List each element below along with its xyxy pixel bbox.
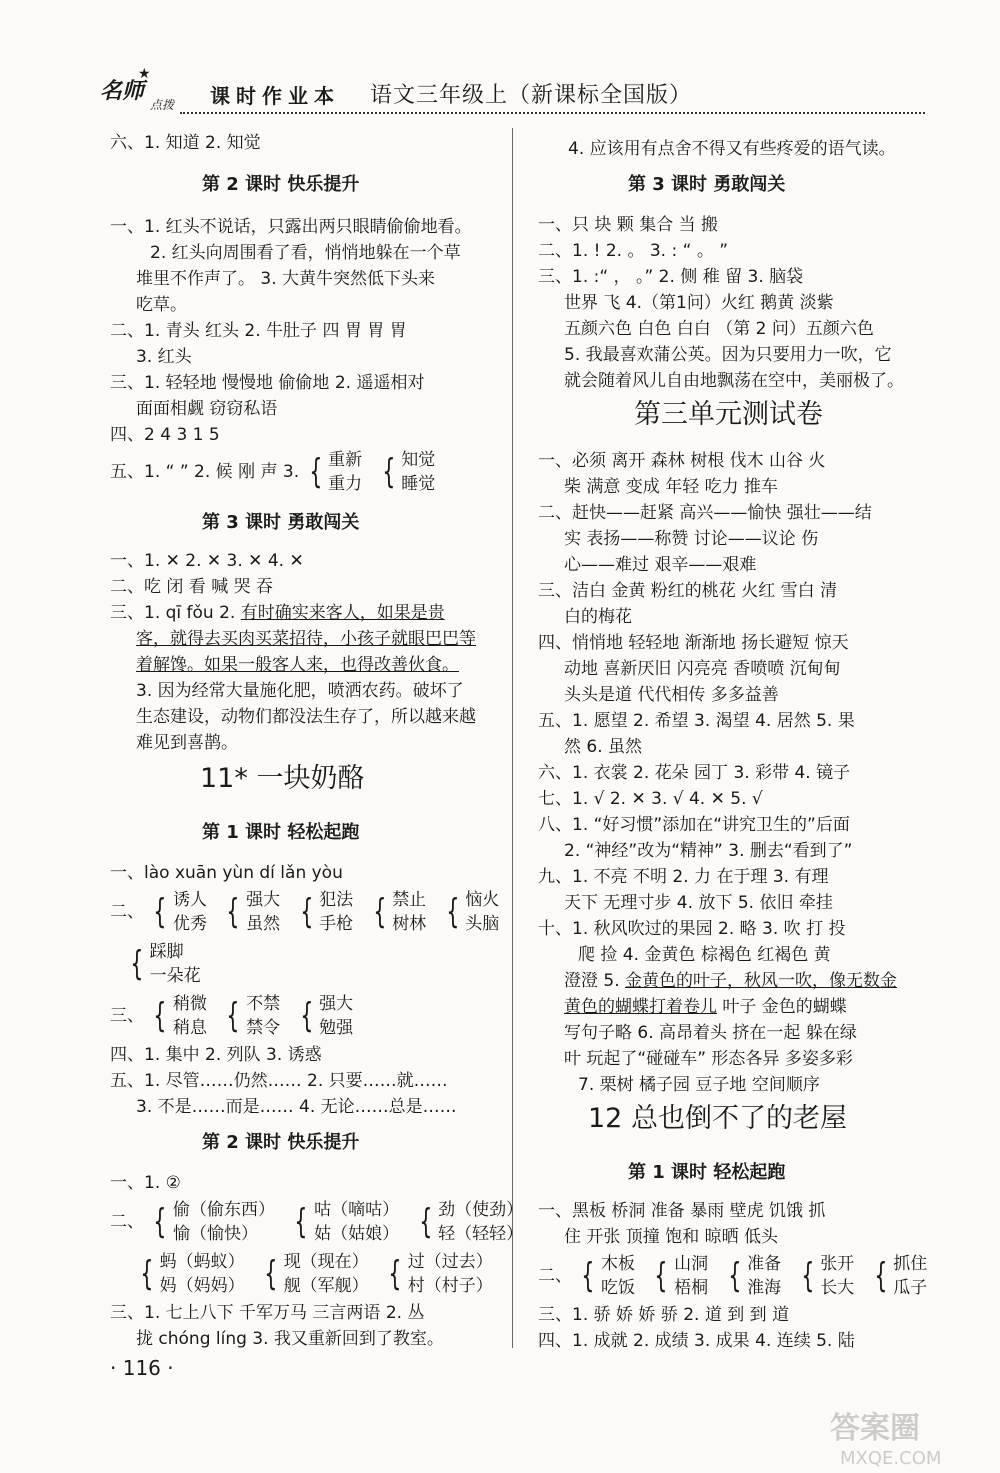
answer-text: 三、 xyxy=(110,1006,144,1026)
answer-line: 九、1. 不亮 不明 2. 力 在于理 3. 有理 xyxy=(538,867,829,887)
answer-line: 八、1. “好习惯”添加在“讲究卫生的”后面 xyxy=(538,815,850,835)
answer-line: 三、1. :“ ， 。” 2. 侧 稚 留 3. 脑袋 xyxy=(538,267,804,287)
lesson-title: 11* 一块奶酪 xyxy=(200,763,365,794)
answer-line: 二、吃 闭 看 喊 哭 吞 xyxy=(110,577,274,597)
answer-line: 实 表扬——称赞 讨论——议论 伤 xyxy=(564,529,819,549)
word-group: 踩脚 一朵花 xyxy=(149,942,201,986)
column-divider xyxy=(512,128,513,1348)
answer-line: 一、lào xuān yùn dí lǎn yòu xyxy=(110,863,343,883)
answer-line: 七、1. √ 2. ✕ 3. √ 4. ✕ 5. √ xyxy=(538,789,763,809)
answer-line: 二、 { 偷（偷东西） 愉（愉快） { 咕（嘀咕） 姑（姑娘） { 劲（使劲） 轻（轻轻） xyxy=(110,1200,524,1244)
answer-line: 四、1. 成就 2. 成绩 3. 成果 4. 连续 5. 陆 xyxy=(538,1331,855,1351)
word-group xyxy=(328,448,362,496)
brace: { xyxy=(381,452,395,492)
section-heading: 第 3 课时 勇敢闯关 xyxy=(628,174,786,195)
answer-text: 二、 xyxy=(538,1266,572,1286)
underlined-line: 着解馋。如果一般客人来，也得改善伙食。 xyxy=(136,655,459,675)
answer-line: 五、1. 愿望 2. 希望 3. 渴望 4. 居然 5. 果 xyxy=(538,711,855,731)
word-group: 禁止 树林 xyxy=(392,890,427,934)
answer-line: 难见到喜鹊。 xyxy=(136,733,238,753)
word-group: 诱人 优秀 xyxy=(173,890,208,934)
answer-line: 六、1. 衣裳 2. 花朵 园丁 3. 彩带 4. 镜子 xyxy=(538,763,851,783)
answer-line xyxy=(110,448,445,496)
answer-text: 叶子 金色的蝴蝶 xyxy=(717,997,847,1017)
answer-line: 柴 满意 变成 年轻 吃力 推车 xyxy=(564,477,779,497)
page-header xyxy=(90,66,930,112)
unit-test-title: 第三单元测试卷 xyxy=(634,399,823,430)
answer-line: 二、 { 木板 吃饭 { 山洞 梧桐 { 准备 淮海 { 张开 长大 { 抓住 瓜子 xyxy=(538,1254,928,1298)
answer-line: 吃草。 xyxy=(136,295,187,315)
answer-line: 一、只 块 颗 集合 当 搬 xyxy=(538,215,719,235)
answer-line: 心——难过 艰辛——艰难 xyxy=(564,555,757,575)
word-group: 恼火 头脑 xyxy=(465,890,500,934)
answer-line: 3. 因为经常大量施化肥，喷洒农药。破坏了 xyxy=(136,681,464,701)
underlined-text: 黄色的蝴蝶打着卷儿 xyxy=(564,997,717,1017)
section-heading: 第 2 课时 快乐提升 xyxy=(202,174,360,195)
book-name: 课时作业本 xyxy=(210,84,340,108)
star-icon: ★ xyxy=(138,66,151,82)
word: 重力 xyxy=(328,474,363,494)
answer-line: { 踩脚 一朵花 xyxy=(130,942,201,986)
word-group: 现（现在） 舰（军舰） xyxy=(283,1252,369,1296)
answer-line: 7. 栗树 橘子园 豆子地 空间顺序 xyxy=(578,1075,820,1095)
answer-line: 十、1. 秋风吹过的果园 2. 略 3. 吹 打 投 xyxy=(538,919,846,939)
page-title: 语文三年级上（新课标全国版） xyxy=(370,83,693,108)
word-group: 咕（嘀咕） 姑（姑娘） xyxy=(314,1200,400,1244)
watermark-url: MXQE.COM xyxy=(840,1448,942,1469)
section-heading: 第 1 课时 轻松起跑 xyxy=(628,1162,786,1183)
answer-line: 头头是道 代代相传 多多益善 xyxy=(564,685,779,705)
answer-line: 一、黑板 桥洞 准备 暴雨 壁虎 饥饿 抓 xyxy=(538,1201,826,1221)
page-number: · 116 · xyxy=(110,1356,174,1380)
word: 睡觉 xyxy=(401,474,436,494)
answer-line: 3. 不是……而是…… 4. 无论……总是…… xyxy=(136,1097,457,1117)
answer-line: { 蚂（蚂蚁） 妈（妈妈） { 现（现在） 舰（军舰） { 过（过去） 村（村子） xyxy=(140,1252,493,1296)
answer-line: 六、1. 知道 2. 知觉 xyxy=(110,133,261,153)
answer-line: 四、1. 集中 2. 列队 3. 诱惑 xyxy=(110,1045,322,1065)
answer-line: 三、洁白 金黄 粉红的桃花 火红 雪白 清 xyxy=(538,581,838,601)
logo: 名师 xyxy=(100,78,145,104)
answer-line: 二、赶快——赶紧 高兴——愉快 强壮——结 xyxy=(538,503,872,523)
word: 知觉 xyxy=(401,450,436,470)
underlined-line: 客，就得去买肉买菜招待，小孩子就眼巴巴等 xyxy=(136,629,476,649)
answer-text: 二、 xyxy=(110,1212,144,1232)
answer-line: 五、1. 尽管……仍然…… 2. 只要……就…… xyxy=(110,1071,448,1091)
answer-line: 白的梅花 xyxy=(564,607,632,627)
answer-line: 写句子略 6. 高昂着头 挤在一起 躲在绿 xyxy=(564,1023,857,1043)
answer-line: 爬 捡 4. 金黄色 棕褐色 红褐色 黄 xyxy=(578,945,831,965)
answer-text: 三、1. qī fǒu 2. xyxy=(110,603,241,623)
word-group: 过（过去） 村（村子） xyxy=(407,1252,493,1296)
answer-line: 二、1. ! 2. 。 3. : “ 。 ” xyxy=(538,241,729,261)
section-heading: 第 1 课时 轻松起跑 xyxy=(202,822,360,843)
answer-line: 堆里不作声了。 3. 大黄牛突然低下头来 xyxy=(136,269,436,289)
answer-line: 三、 { 稍微 稍息 { 不禁 禁令 { 强大 勉强 xyxy=(110,994,354,1038)
answer-line: 天下 无理寸步 4. 放下 5. 依旧 牵挂 xyxy=(564,893,833,913)
word-group: 木板 吃饭 xyxy=(601,1254,636,1298)
word-group: 稍微 稍息 xyxy=(173,994,208,1038)
answer-line: 住 开张 顶撞 饱和 晾晒 低头 xyxy=(564,1227,779,1247)
logo-sub: 点拨 xyxy=(150,98,175,112)
answer-line: 5. 我最喜欢蒲公英。因为只要用力一吹，它 xyxy=(564,345,892,365)
answer-line: 叶 玩起了“碰碰车” 形态各异 多姿多彩 xyxy=(564,1049,853,1069)
answer-line: 一、1. ✕ 2. ✕ 3. ✕ 4. ✕ xyxy=(110,551,304,571)
answer-line: 一、1. ② xyxy=(110,1173,181,1193)
answer-line: 动地 喜新厌旧 闪亮亮 香喷喷 沉甸甸 xyxy=(564,659,841,679)
answer-line: 2. “神经”改为“精神” 3. 删去“看到了” xyxy=(564,841,853,861)
answer-line xyxy=(110,600,445,626)
answer-line xyxy=(564,968,897,994)
word-group: 强大 勉强 xyxy=(319,994,354,1038)
word-group: 抓住 瓜子 xyxy=(893,1254,928,1298)
answer-line: 三、1. 骄 娇 娇 骄 2. 道 到 到 道 xyxy=(538,1305,790,1325)
word-group: 蚂（蚂蚁） 妈（妈妈） xyxy=(159,1252,245,1296)
lesson-title: 12 总也倒不了的老屋 xyxy=(588,1103,847,1134)
word-group: 张开 长大 xyxy=(820,1254,855,1298)
watermark-text: 答案圈 xyxy=(830,1411,920,1446)
word-group: 强大 虽然 xyxy=(246,890,281,934)
answer-line: 面面相觑 窃窃私语 xyxy=(136,399,278,419)
answer-line: 一、必须 离开 森林 树根 伐木 山谷 火 xyxy=(538,451,826,471)
brace: { xyxy=(308,452,322,492)
answer-line: 四、悄悄地 轻轻地 渐渐地 扬长避短 惊天 xyxy=(538,633,849,653)
answer-text: 澄澄 5. xyxy=(564,971,626,991)
answer-line: 五颜六色 白色 白白 （第 2 问）五颜六色 xyxy=(564,319,874,339)
answer-line: 就会随着风儿自由地飘荡在空中，美丽极了。 xyxy=(564,371,904,391)
answer-line: 生态建设，动物们都没法生存了，所以越来越 xyxy=(136,707,476,727)
section-heading: 第 2 课时 快乐提升 xyxy=(202,1132,360,1153)
answer-text: 五、1. “ ” 2. 候 刚 声 3. xyxy=(110,462,300,482)
word-group: 山洞 梧桐 xyxy=(674,1254,709,1298)
answer-line: 三、1. 轻轻地 慢慢地 偷偷地 2. 遥遥相对 xyxy=(110,373,425,393)
answer-text: 二、 xyxy=(110,902,144,922)
word-group: 犯法 手枪 xyxy=(319,890,354,934)
section-heading: 第 3 课时 勇敢闯关 xyxy=(202,512,360,533)
answer-line: 三、1. 七上八下 千军万马 三言两语 2. 丛 xyxy=(110,1303,425,1323)
word-group: 准备 淮海 xyxy=(747,1254,782,1298)
word-group: 偷（偷东西） 愉（愉快） xyxy=(173,1200,276,1244)
word-group: 不禁 禁令 xyxy=(246,994,281,1038)
answer-line: 一、1. 红头不说话，只露出两只眼睛偷偷地看。 xyxy=(110,217,472,237)
answer-line xyxy=(564,994,847,1020)
word-group xyxy=(401,448,435,496)
header-divider xyxy=(180,112,925,114)
underlined-text: 有时确实来客人，如果是贵 xyxy=(240,603,445,623)
answer-line: 然 6. 虽然 xyxy=(564,737,643,757)
answer-line: 拢 chóng líng 3. 我又重新回到了教室。 xyxy=(136,1329,444,1349)
answer-line: 3. 红头 xyxy=(136,347,192,367)
answer-line: 4. 应该用有点舍不得又有些疼爱的语气读。 xyxy=(568,139,896,159)
word: 重新 xyxy=(328,450,363,470)
answer-line: 二、1. 青头 红头 2. 牛肚子 四 胃 胃 胃 xyxy=(110,321,407,341)
watermark-logo xyxy=(820,1400,980,1470)
answer-line: 四、2 4 3 1 5 xyxy=(110,425,220,445)
answer-line: 二、 { 诱人 优秀 { 强大 虽然 { 犯法 手枪 { 禁止 树林 { 恼火 头脑 xyxy=(110,890,500,934)
underlined-text: 金黄色的叶子，秋风一吹，像无数金 xyxy=(625,971,898,991)
answer-line: 世界 飞 4.（第1问）火红 鹅黄 淡紫 xyxy=(564,293,834,313)
word-group: 劲（使劲） 轻（轻轻） xyxy=(438,1200,524,1244)
answer-line: 2. 红头向周围看了看，悄悄地躲在一个草 xyxy=(150,243,461,263)
